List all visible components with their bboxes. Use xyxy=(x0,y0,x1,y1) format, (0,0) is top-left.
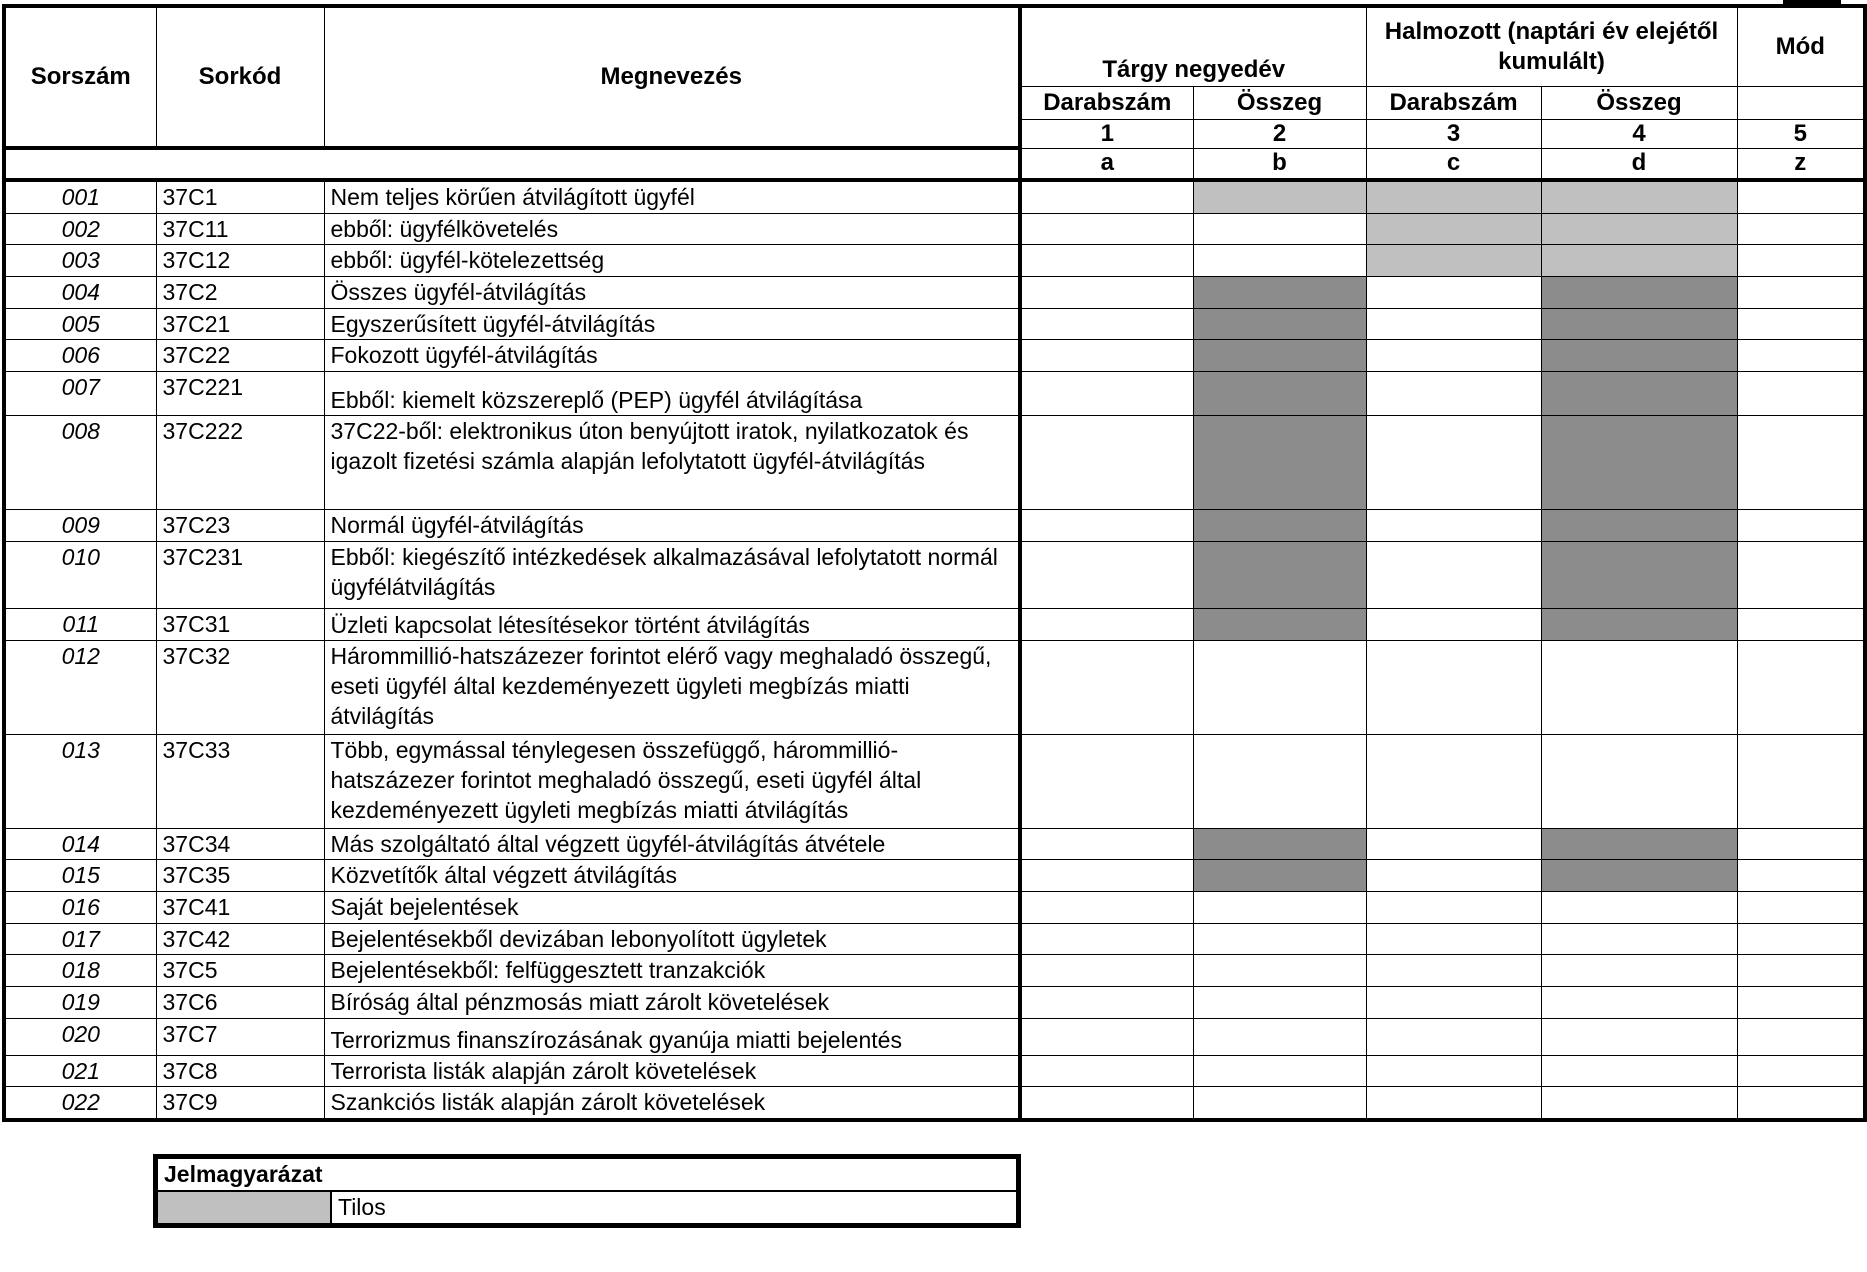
cell-mod[interactable] xyxy=(1737,640,1865,734)
cell-osszeg-halm[interactable] xyxy=(1541,509,1737,541)
row-sorkod: 37C31 xyxy=(156,609,324,641)
cell-osszeg-targy[interactable] xyxy=(1193,609,1366,641)
cell-darabszam-targy[interactable] xyxy=(1020,541,1193,608)
col-num-2: 2 xyxy=(1193,119,1366,148)
row-megnevezes: Terrorista listák alapján zárolt követelések xyxy=(324,1055,1020,1087)
cell-osszeg-halm[interactable] xyxy=(1541,892,1737,924)
cell-darabszam-halm[interactable] xyxy=(1366,923,1541,955)
sub-mod-blank xyxy=(1737,86,1865,119)
row-sorszam: 006 xyxy=(4,340,156,372)
col-mod-header: Mód xyxy=(1737,6,1865,86)
cell-osszeg-halm[interactable] xyxy=(1541,213,1737,245)
row-sorszam: 019 xyxy=(4,987,156,1019)
col-num-4: 4 xyxy=(1541,119,1737,148)
cell-osszeg-targy[interactable] xyxy=(1193,1087,1366,1120)
cell-darabszam-halm[interactable] xyxy=(1366,1087,1541,1120)
cell-darabszam-targy[interactable] xyxy=(1020,1055,1193,1087)
row-megnevezes: Bejelentésekből devizában lebonyolított ügyletek xyxy=(324,923,1020,955)
cell-osszeg-targy[interactable] xyxy=(1193,340,1366,372)
table-body xyxy=(4,180,1865,1120)
row-sorszam: 017 xyxy=(4,923,156,955)
row-sorszam: 022 xyxy=(4,1087,156,1120)
row-sorkod: 37C2 xyxy=(156,277,324,309)
cell-osszeg-targy[interactable] xyxy=(1193,277,1366,309)
cell-osszeg-halm[interactable] xyxy=(1541,340,1737,372)
cell-osszeg-halm[interactable] xyxy=(1541,1087,1737,1120)
cell-mod[interactable] xyxy=(1737,987,1865,1019)
row-sorszam: 011 xyxy=(4,609,156,641)
cell-darabszam-targy[interactable] xyxy=(1020,340,1193,372)
sub-osszeg-1: Összeg xyxy=(1193,86,1366,119)
table-row xyxy=(4,372,1865,416)
cell-mod[interactable] xyxy=(1737,541,1865,608)
table-row xyxy=(4,180,1865,213)
row-megnevezes: Szankciós listák alapján zárolt követelések xyxy=(324,1087,1020,1120)
cell-darabszam-halm[interactable] xyxy=(1366,734,1541,828)
cell-osszeg-targy[interactable] xyxy=(1193,213,1366,245)
cell-darabszam-targy[interactable] xyxy=(1020,640,1193,734)
row-sorkod: 37C32 xyxy=(156,640,324,734)
cell-darabszam-halm[interactable] xyxy=(1366,955,1541,987)
cell-osszeg-halm[interactable] xyxy=(1541,415,1737,509)
row-sorszam: 010 xyxy=(4,541,156,608)
cell-darabszam-halm[interactable] xyxy=(1366,1055,1541,1087)
cell-mod[interactable] xyxy=(1737,923,1865,955)
table-row xyxy=(4,509,1865,541)
cell-osszeg-targy[interactable] xyxy=(1193,828,1366,860)
row-sorszam: 001 xyxy=(4,180,156,213)
row-sorszam: 012 xyxy=(4,640,156,734)
cell-osszeg-targy[interactable] xyxy=(1193,541,1366,608)
cell-mod[interactable] xyxy=(1737,892,1865,924)
row-megnevezes: Más szolgáltató által végzett ügyfél-átvilágítás átvétele xyxy=(324,828,1020,860)
table-row xyxy=(4,1018,1865,1055)
cell-osszeg-halm[interactable] xyxy=(1541,860,1737,892)
cell-darabszam-targy[interactable] xyxy=(1020,180,1193,213)
cell-mod[interactable] xyxy=(1737,415,1865,509)
cell-darabszam-targy[interactable] xyxy=(1020,955,1193,987)
row-megnevezes: Fokozott ügyfél-átvilágítás xyxy=(324,340,1020,372)
row-megnevezes: Bíróság által pénzmosás miatt zárolt követelések xyxy=(324,987,1020,1019)
table-row xyxy=(4,828,1865,860)
row-sorkod: 37C1 xyxy=(156,180,324,213)
cell-darabszam-targy[interactable] xyxy=(1020,415,1193,509)
row-sorkod: 37C8 xyxy=(156,1055,324,1087)
cell-darabszam-halm[interactable] xyxy=(1366,987,1541,1019)
cell-darabszam-halm[interactable] xyxy=(1366,509,1541,541)
cell-darabszam-targy[interactable] xyxy=(1020,372,1193,416)
cell-osszeg-halm[interactable] xyxy=(1541,541,1737,608)
cell-osszeg-targy[interactable] xyxy=(1193,372,1366,416)
cell-mod[interactable] xyxy=(1737,734,1865,828)
cell-darabszam-halm[interactable] xyxy=(1366,640,1541,734)
row-sorkod: 37C12 xyxy=(156,245,324,277)
row-sorkod: 37C6 xyxy=(156,987,324,1019)
cell-osszeg-halm[interactable] xyxy=(1541,277,1737,309)
row-megnevezes: Nem teljes körűen átvilágított ügyfél xyxy=(324,180,1020,213)
cell-mod[interactable] xyxy=(1737,1018,1865,1055)
row-sorkod: 37C222 xyxy=(156,415,324,509)
table-row xyxy=(4,415,1865,509)
row-megnevezes: Bejelentésekből: felfüggesztett tranzakciók xyxy=(324,955,1020,987)
row-megnevezes: Ebből: kiemelt közszereplő (PEP) ügyfél átvilágítása xyxy=(324,372,1020,416)
cell-mod[interactable] xyxy=(1737,180,1865,213)
row-megnevezes: Hárommillió-hatszázezer forintot elérő vagy meghaladó összegű, eseti ügyfél által kezdeményezett ügyleti megbízás miatti átvilágítás xyxy=(324,640,1020,734)
row-sorszam: 003 xyxy=(4,245,156,277)
row-sorkod: 37C41 xyxy=(156,892,324,924)
row-sorkod: 37C22 xyxy=(156,340,324,372)
cell-mod[interactable] xyxy=(1737,372,1865,416)
table-row xyxy=(4,609,1865,641)
cell-darabszam-targy[interactable] xyxy=(1020,987,1193,1019)
cell-darabszam-halm[interactable] xyxy=(1366,609,1541,641)
col-let-c: c xyxy=(1366,148,1541,180)
legend-title: Jelmagyarázat xyxy=(156,1157,1019,1192)
row-sorkod: 37C23 xyxy=(156,509,324,541)
row-sorszam: 004 xyxy=(4,277,156,309)
cell-darabszam-targy[interactable] xyxy=(1020,860,1193,892)
table-row xyxy=(4,308,1865,340)
row-megnevezes: Üzleti kapcsolat létesítésekor történt átvilágítás xyxy=(324,609,1020,641)
cell-mod[interactable] xyxy=(1737,1055,1865,1087)
row-megnevezes: Több, egymással ténylegesen összefüggő, hárommillió-hatszázezer forintot meghaladó összegű, eseti ügyfél által kezdeményezett ügyleti megbízás miatti átvilágítás xyxy=(324,734,1020,828)
row-megnevezes: Normál ügyfél-átvilágítás xyxy=(324,509,1020,541)
row-sorszam: 018 xyxy=(4,955,156,987)
cell-osszeg-targy[interactable] xyxy=(1193,892,1366,924)
row-megnevezes: Terrorizmus finanszírozásának gyanúja miatti bejelentés xyxy=(324,1018,1020,1055)
table-row xyxy=(4,213,1865,245)
table-row xyxy=(4,923,1865,955)
row-megnevezes: Közvetítők által végzett átvilágítás xyxy=(324,860,1020,892)
legend xyxy=(153,1154,1021,1228)
legend-forbidden-label: Tilos xyxy=(331,1191,1019,1226)
row-sorkod: 37C34 xyxy=(156,828,324,860)
row-sorszam: 008 xyxy=(4,415,156,509)
col-let-a: a xyxy=(1020,148,1193,180)
cell-darabszam-targy[interactable] xyxy=(1020,509,1193,541)
cell-darabszam-targy[interactable] xyxy=(1020,892,1193,924)
col-let-b: b xyxy=(1193,148,1366,180)
row-sorkod: 37C42 xyxy=(156,923,324,955)
cell-osszeg-halm[interactable] xyxy=(1541,640,1737,734)
row-sorszam: 014 xyxy=(4,828,156,860)
cell-osszeg-halm[interactable] xyxy=(1541,609,1737,641)
cell-mod[interactable] xyxy=(1737,828,1865,860)
row-megnevezes: 37C22-ből: elektronikus úton benyújtott iratok, nyilatkozatok és igazolt fizetési számla alapján lefolytatott ügyfél-átvilágítás xyxy=(324,415,1020,509)
col-let-z: z xyxy=(1737,148,1865,180)
cell-mod[interactable] xyxy=(1737,955,1865,987)
row-sorszam: 020 xyxy=(4,1018,156,1055)
cell-darabszam-halm[interactable] xyxy=(1366,892,1541,924)
cell-darabszam-halm[interactable] xyxy=(1366,245,1541,277)
cell-osszeg-targy[interactable] xyxy=(1193,955,1366,987)
cell-osszeg-targy[interactable] xyxy=(1193,1055,1366,1087)
table-row xyxy=(4,340,1865,372)
cell-darabszam-targy[interactable] xyxy=(1020,828,1193,860)
cell-darabszam-halm[interactable] xyxy=(1366,860,1541,892)
row-sorszam: 016 xyxy=(4,892,156,924)
sub-darabszam-2: Darabszám xyxy=(1366,86,1541,119)
cell-osszeg-halm[interactable] xyxy=(1541,180,1737,213)
cell-osszeg-halm[interactable] xyxy=(1541,308,1737,340)
row-megnevezes: Összes ügyfél-átvilágítás xyxy=(324,277,1020,309)
table-row xyxy=(4,734,1865,828)
table-row xyxy=(4,892,1865,924)
row-sorkod: 37C33 xyxy=(156,734,324,828)
row-megnevezes: ebből: ügyfélkövetelés xyxy=(324,213,1020,245)
cell-darabszam-halm[interactable] xyxy=(1366,277,1541,309)
cell-darabszam-halm[interactable] xyxy=(1366,415,1541,509)
cell-osszeg-targy[interactable] xyxy=(1193,509,1366,541)
group-targy-negyedev: Tárgy negyedév xyxy=(1020,6,1366,86)
row-sorkod: 37C7 xyxy=(156,1018,324,1055)
cell-osszeg-targy[interactable] xyxy=(1193,308,1366,340)
cell-mod[interactable] xyxy=(1737,509,1865,541)
cell-darabszam-targy[interactable] xyxy=(1020,245,1193,277)
cell-darabszam-targy[interactable] xyxy=(1020,1018,1193,1055)
row-sorszam: 002 xyxy=(4,213,156,245)
table-row xyxy=(4,987,1865,1019)
row-sorszam: 015 xyxy=(4,860,156,892)
cell-osszeg-halm[interactable] xyxy=(1541,1018,1737,1055)
row-sorkod: 37C221 xyxy=(156,372,324,416)
cell-darabszam-halm[interactable] xyxy=(1366,541,1541,608)
cell-osszeg-targy[interactable] xyxy=(1193,415,1366,509)
table-row xyxy=(4,1087,1865,1120)
row-sorkod: 37C231 xyxy=(156,541,324,608)
col-sorkod-header: Sorkód xyxy=(156,6,324,148)
table-row xyxy=(4,955,1865,987)
cell-darabszam-halm[interactable] xyxy=(1366,828,1541,860)
cell-darabszam-halm[interactable] xyxy=(1366,1018,1541,1055)
row-megnevezes: Saját bejelentések xyxy=(324,892,1020,924)
legend-forbidden-swatch xyxy=(156,1191,332,1226)
cell-mod[interactable] xyxy=(1737,213,1865,245)
table-row xyxy=(4,1055,1865,1087)
cell-osszeg-halm[interactable] xyxy=(1541,923,1737,955)
row-sorkod: 37C9 xyxy=(156,1087,324,1120)
cell-osszeg-halm[interactable] xyxy=(1541,828,1737,860)
col-num-5: 5 xyxy=(1737,119,1865,148)
sub-darabszam-1: Darabszám xyxy=(1020,86,1193,119)
row-sorkod: 37C21 xyxy=(156,308,324,340)
table-row xyxy=(4,860,1865,892)
report-table xyxy=(2,4,1867,1122)
row-sorszam: 021 xyxy=(4,1055,156,1087)
sub-osszeg-2: Összeg xyxy=(1541,86,1737,119)
row-sorszam: 013 xyxy=(4,734,156,828)
table-row xyxy=(4,640,1865,734)
row-sorkod: 37C5 xyxy=(156,955,324,987)
row-megnevezes: ebből: ügyfél-kötelezettség xyxy=(324,245,1020,277)
cell-mod[interactable] xyxy=(1737,245,1865,277)
cell-osszeg-targy[interactable] xyxy=(1193,1018,1366,1055)
cell-osszeg-targy[interactable] xyxy=(1193,180,1366,213)
col-num-1: 1 xyxy=(1020,119,1193,148)
cell-mod[interactable] xyxy=(1737,340,1865,372)
table-row xyxy=(4,541,1865,608)
col-let-d: d xyxy=(1541,148,1737,180)
cell-darabszam-targy[interactable] xyxy=(1020,1087,1193,1120)
cell-osszeg-halm[interactable] xyxy=(1541,1055,1737,1087)
table-row xyxy=(4,245,1865,277)
col-num-3: 3 xyxy=(1366,119,1541,148)
cell-osszeg-targy[interactable] xyxy=(1193,640,1366,734)
cell-osszeg-targy[interactable] xyxy=(1193,734,1366,828)
cell-darabszam-halm[interactable] xyxy=(1366,180,1541,213)
row-sorkod: 37C35 xyxy=(156,860,324,892)
cell-darabszam-targy[interactable] xyxy=(1020,609,1193,641)
cell-osszeg-halm[interactable] xyxy=(1541,734,1737,828)
cell-darabszam-targy[interactable] xyxy=(1020,277,1193,309)
cell-osszeg-targy[interactable] xyxy=(1193,245,1366,277)
cell-darabszam-halm[interactable] xyxy=(1366,372,1541,416)
cell-osszeg-halm[interactable] xyxy=(1541,955,1737,987)
row-sorszam: 007 xyxy=(4,372,156,416)
header-spacer xyxy=(4,148,1020,180)
cell-osszeg-targy[interactable] xyxy=(1193,923,1366,955)
cell-darabszam-targy[interactable] xyxy=(1020,923,1193,955)
group-halmozott: Halmozott (naptári év elejétől kumulált) xyxy=(1366,6,1737,86)
cell-osszeg-halm[interactable] xyxy=(1541,245,1737,277)
cell-osszeg-halm[interactable] xyxy=(1541,372,1737,416)
cell-osszeg-targy[interactable] xyxy=(1193,860,1366,892)
cell-darabszam-targy[interactable] xyxy=(1020,213,1193,245)
cell-darabszam-targy[interactable] xyxy=(1020,308,1193,340)
cell-darabszam-halm[interactable] xyxy=(1366,213,1541,245)
cell-osszeg-halm[interactable] xyxy=(1541,987,1737,1019)
cell-darabszam-halm[interactable] xyxy=(1366,340,1541,372)
row-sorszam: 005 xyxy=(4,308,156,340)
col-sorszam-header: Sorszám xyxy=(4,6,156,148)
cell-mod[interactable] xyxy=(1737,308,1865,340)
row-sorszam: 009 xyxy=(4,509,156,541)
cell-mod[interactable] xyxy=(1737,1087,1865,1120)
cell-darabszam-halm[interactable] xyxy=(1366,308,1541,340)
row-megnevezes: Egyszerűsített ügyfél-átvilágítás xyxy=(324,308,1020,340)
row-megnevezes: Ebből: kiegészítő intézkedések alkalmazásával lefolytatott normál ügyfélátvilágítás xyxy=(324,541,1020,608)
cell-mod[interactable] xyxy=(1737,609,1865,641)
col-megnevezes-header: Megnevezés xyxy=(324,6,1020,148)
cell-mod[interactable] xyxy=(1737,860,1865,892)
table-row xyxy=(4,277,1865,309)
cell-osszeg-targy[interactable] xyxy=(1193,987,1366,1019)
cell-mod[interactable] xyxy=(1737,277,1865,309)
cell-darabszam-targy[interactable] xyxy=(1020,734,1193,828)
row-sorkod: 37C11 xyxy=(156,213,324,245)
table-header xyxy=(4,6,1865,180)
